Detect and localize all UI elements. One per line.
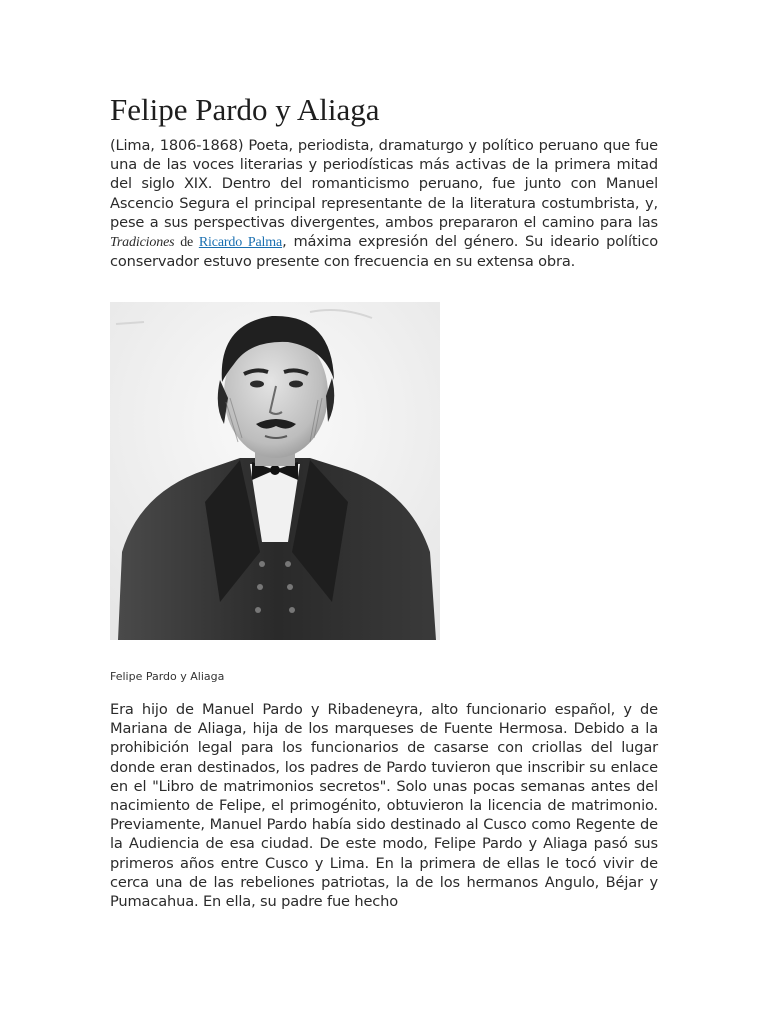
biography-paragraph: Era hijo de Manuel Pardo y Ribadeneyra, alto funcionario español, y de Mariana de Aliaga, hija de los marqueses de Fuente Hermosa. Debido a la prohibición legal para los funcionarios de casarse con criollas del lugar donde eran destinados, los padres de Pardo tuvieron que inscribir su enlace en el "Libro de matrimonios secretos". Solo unas pocas semanas antes del nacimiento de Felipe, el primogénito, obtuvieron la licencia de matrimonio. Previamente, Manuel Pardo había sido destinado al Cusco como Regente de la Audiencia de esa ciudad. De este modo, Felipe Pardo y Aliaga pasó sus primeros años entre Cusco y Lima. En la primera de ellas le tocó vivir de cerca una de las rebeliones patriotas, la de los hermanos Angulo, Béjar y Pumacahua. En ella, su padre fue hecho (110, 701, 658, 911)
ricardo-palma-link[interactable]: Ricardo Palma (198, 235, 283, 251)
tradiciones-title: Tradiciones (110, 235, 175, 251)
portrait-caption: Felipe Pardo y Aliaga (110, 670, 225, 683)
intro-connector: de (174, 235, 199, 251)
intro-paragraph (110, 136, 658, 271)
intro-text-start: (Lima, 1806-1868) Poeta, periodista, dramaturgo y político peruano que fue una de las voces literarias y periodísticas más activas de la primera mitad del siglo XIX. Dentro del romanticismo peruano, fue junto con Manuel Ascencio Segura el principal representante de la literatura costumbrista, y, pese a sus perspectivas divergentes, ambos prepararon el camino para las (110, 137, 658, 231)
intro-text-end: , máxima expresión del género. Su ideario político conservador estuvo presente con frecuencia en su extensa obra. (110, 233, 658, 271)
portrait-image (110, 302, 440, 640)
article-title: Felipe Pardo y Aliaga (110, 92, 380, 127)
